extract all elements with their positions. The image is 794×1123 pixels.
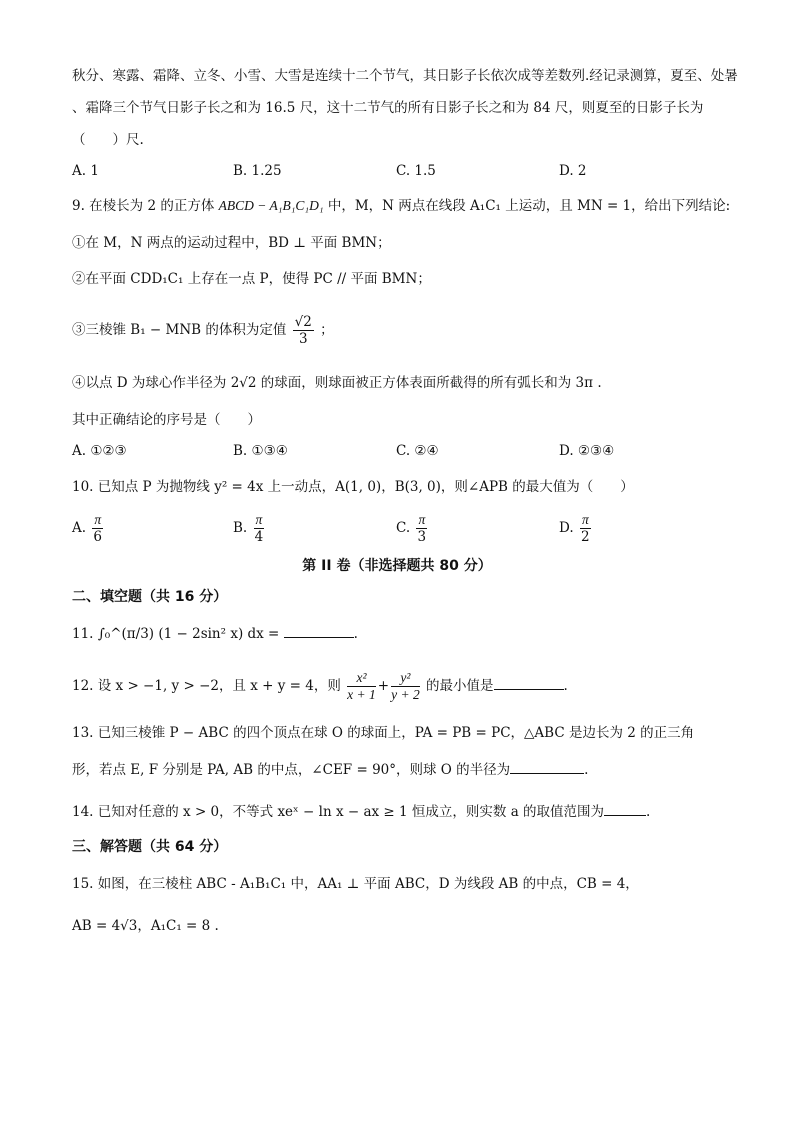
q9-stem-a: 9. 在棱长为 2 的正方体 — [72, 198, 219, 214]
q10-c-label: C. — [396, 520, 411, 536]
q12-plus: + — [377, 678, 390, 694]
q9-stem — [72, 196, 730, 216]
q13-line-2 — [72, 759, 588, 780]
q14-blank[interactable] — [604, 801, 646, 816]
q9-s3-den: 3 — [298, 331, 308, 347]
part-2-heading: 第 II 卷（非选择题共 80 分） — [302, 558, 492, 574]
q10-c-den: 3 — [417, 529, 427, 545]
q9-s3-a: ③三棱锥 B₁ − MNB 的体积为定值 — [72, 322, 287, 338]
q9-statement-2: ②在平面 CDD₁C₁ 上存在一点 P，使得 PC // 平面 BMN； — [72, 271, 431, 287]
q9-statement-3 — [72, 310, 334, 350]
q10-b-num: π — [255, 512, 263, 527]
q10-a-frac — [92, 512, 103, 545]
q10-c-frac — [416, 512, 427, 545]
q9-option-d: D. ②③④ — [559, 443, 615, 459]
q10-b-den: 4 — [254, 529, 264, 545]
q10-b-frac — [254, 512, 265, 545]
intro-option-a: A. 1 — [72, 163, 99, 179]
intro-option-b: B. 1.25 — [233, 163, 282, 179]
q10-c-num: π — [418, 512, 426, 527]
q11 — [72, 623, 358, 644]
q12-d2: y + 2 — [391, 687, 420, 702]
q9-cube: ABCD − A₁B₁C₁D₁ — [218, 198, 324, 213]
q11-text: 11. ∫₀^(π/3) (1 − 2sin² x) dx = — [72, 626, 284, 642]
q9-option-c: C. ②④ — [396, 443, 439, 459]
q9-s3-num: √2 — [294, 314, 312, 330]
q12 — [72, 666, 568, 706]
q13-blank[interactable] — [510, 759, 584, 774]
q11-blank[interactable] — [284, 623, 354, 638]
q13-end: . — [584, 762, 589, 778]
q10-d-num: π — [581, 512, 589, 527]
q12-d1: x + 1 — [347, 687, 376, 702]
q9-option-a: A. ①②③ — [72, 443, 127, 459]
section-fill-in: 二、填空题（共 16 分） — [72, 589, 228, 605]
q13-line-2-text: 形，若点 E, F 分别是 PA, AB 的中点，∠CEF = 90°，则球 O 的半径为 — [72, 762, 511, 778]
section-answer: 三、解答题（共 64 分） — [72, 839, 228, 855]
q10-b-label: B. — [233, 520, 248, 536]
q12-blank[interactable] — [494, 675, 564, 690]
q10-option-a — [72, 512, 105, 545]
q12-n2: y² — [391, 670, 420, 687]
q12-end: . — [563, 678, 568, 694]
q10-option-b — [233, 512, 266, 545]
q12-frac-1 — [347, 670, 376, 703]
q15-line-2: AB = 4√3，A₁C₁ = 8 . — [72, 918, 219, 934]
intro-line-1: 秋分、寒露、霜降、立冬、小雪、大雪是连续十二个节气，其日影子长依次成等差数列.经记录测算，夏至、处暑 — [72, 68, 738, 84]
intro-option-d: D. 2 — [559, 163, 587, 179]
q12-frac-2 — [391, 670, 420, 703]
q10-d-label: D. — [559, 520, 574, 536]
q9-s3-fraction — [293, 314, 314, 347]
q9-option-b: B. ①③④ — [233, 443, 288, 459]
q12-n1: x² — [347, 670, 376, 687]
q14-text: 14. 已知对任意的 x > 0，不等式 xeˣ − ln x − ax ≥ 1 恒成立，则实数 a 的取值范围为 — [72, 804, 605, 820]
q10-option-d — [559, 512, 593, 545]
q10-d-frac — [580, 512, 591, 545]
q9-statement-1: ①在 M，N 两点的运动过程中，BD ⊥ 平面 BMN； — [72, 235, 391, 251]
intro-line-3: （ ）尺. — [72, 132, 144, 148]
q10-stem: 10. 已知点 P 为抛物线 y² = 4x 上一动点，A(1, 0)，B(3, 0)，则∠APB 的最大值为（ ） — [72, 479, 634, 495]
q10-option-c — [396, 512, 429, 545]
q14 — [72, 801, 650, 822]
q13-line-1: 13. 已知三棱锥 P − ABC 的四个顶点在球 O 的球面上，PA = PB = PC，△ABC 是边长为 2 的正三角 — [72, 725, 695, 741]
q10-d-den: 2 — [581, 529, 590, 545]
q10-a-num: π — [94, 512, 102, 527]
intro-line-2: 、霜降三个节气日影子长之和为 16.5 尺，这十二节气的所有日影子长之和为 84 尺，则夏至的日影子长为 — [72, 100, 704, 116]
q9-ask: 其中正确结论的序号是（ ） — [72, 412, 261, 428]
q14-end: . — [646, 804, 651, 820]
q15-line-1: 15. 如图，在三棱柱 ABC - A₁B₁C₁ 中，AA₁ ⊥ 平面 ABC，D 为线段 AB 的中点，CB = 4， — [72, 876, 639, 892]
q12-b: 的最小值是 — [426, 678, 494, 694]
intro-option-c: C. 1.5 — [396, 163, 436, 179]
q10-a-den: 6 — [93, 529, 103, 545]
q9-s3-b: ； — [320, 322, 334, 338]
q9-statement-4: ④以点 D 为球心作半径为 2√2 的球面，则球面被正方体表面所截得的所有弧长和为 3π . — [72, 375, 602, 391]
q12-a: 12. 设 x > −1, y > −2，且 x + y = 4，则 — [72, 678, 341, 694]
q10-a-label: A. — [72, 520, 87, 536]
q9-stem-b: 中，M，N 两点在线段 A₁C₁ 上运动，且 MN = 1，给出下列结论: — [323, 198, 731, 214]
q11-end: . — [353, 626, 358, 642]
